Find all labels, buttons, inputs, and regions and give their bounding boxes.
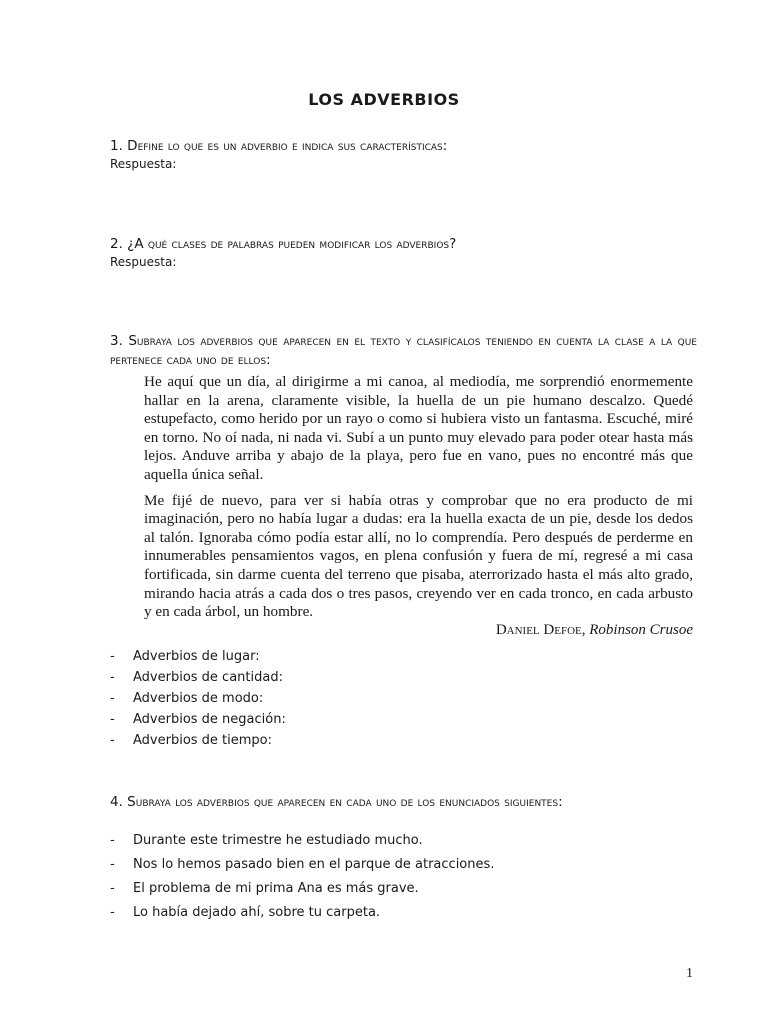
question-3-heading: 3. Subraya los adverbios que aparecen en el texto y clasifícalos teniendo en cuenta la clase a la que pertenece cada uno de ellos: [110, 333, 697, 368]
list-item: - Adverbios de negación: [110, 712, 286, 727]
list-item: - Adverbios de cantidad: [110, 670, 283, 685]
citation-author: Daniel Defoe [495, 622, 582, 638]
page-title: LOS ADVERBIOS [308, 90, 460, 109]
quoted-passage [144, 373, 693, 629]
adverb-category-list [110, 649, 286, 754]
citation-book: Robinson Crusoe [589, 622, 693, 638]
list-item: - El problema de mi prima Ana es más grave. [110, 881, 419, 896]
question-2-heading: 2. ¿A qué clases de palabras pueden modificar los adverbios? [110, 236, 457, 252]
passage-paragraph-2: Me fijé de nuevo, para ver si había otras y comprobar que no era producto de mi imaginación, pero no había lugar a dudas: era la huella exacta de un pie, desde los dedos al talón. Ignoraba cómo podía estar allí, no lo comprendía. Pero después de perderme en innumerables pensamientos vagos, en plena confusión y fuera de mí, regresé a mi casa fortificada, sin darme cuenta del terreno que pisaba, aterrorizado hasta el más alto grado, mirando hacia atrás a cada dos o tres pasos, creyendo ver en cada tronco, en cada arbusto y en cada árbol, un hombre. [144, 491, 693, 621]
list-item: - Durante este trimestre he estudiado mucho. [110, 833, 423, 848]
question-3 [110, 332, 697, 370]
question-1 [110, 137, 697, 173]
question-1-response-label: Respuesta: [110, 157, 177, 171]
list-item: - Nos lo hemos pasado bien en el parque de atracciones. [110, 857, 495, 872]
list-item: - Adverbios de modo: [110, 691, 264, 706]
question-4 [110, 793, 697, 812]
question-4-heading: 4. Subraya los adverbios que aparecen en cada uno de los enunciados siguientes: [110, 794, 563, 810]
passage-citation: Daniel Defoe, Robinson Crusoe [495, 622, 693, 638]
question-1-heading: 1. Define lo que es un adverbio e indica sus características: [110, 138, 448, 154]
question-2 [110, 235, 697, 271]
question-2-response-label: Respuesta: [110, 255, 177, 269]
passage-paragraph-1: He aquí que un día, al dirigirme a mi canoa, al mediodía, me sorprendió enormemente hallar en la arena, claramente visible, la huella de un pie humano descalzo. Quedé estupefacto, como herido por un rayo o como si hubiera visto un fantasma. Escuché, miré en torno. No oí nada, ni nada vi. Subí a un punto muy elevado para poder otear hasta más lejos. Anduve arriba y abajo de la playa, pero fue en vano, pues no encontré más que aquella única señal. [144, 373, 693, 483]
page-number: 1 [686, 966, 693, 981]
sentence-list [110, 833, 494, 929]
list-item: - Adverbios de lugar: [110, 649, 260, 664]
list-item: - Adverbios de tiempo: [110, 733, 273, 748]
list-item: - Lo había dejado ahí, sobre tu carpeta. [110, 905, 381, 920]
